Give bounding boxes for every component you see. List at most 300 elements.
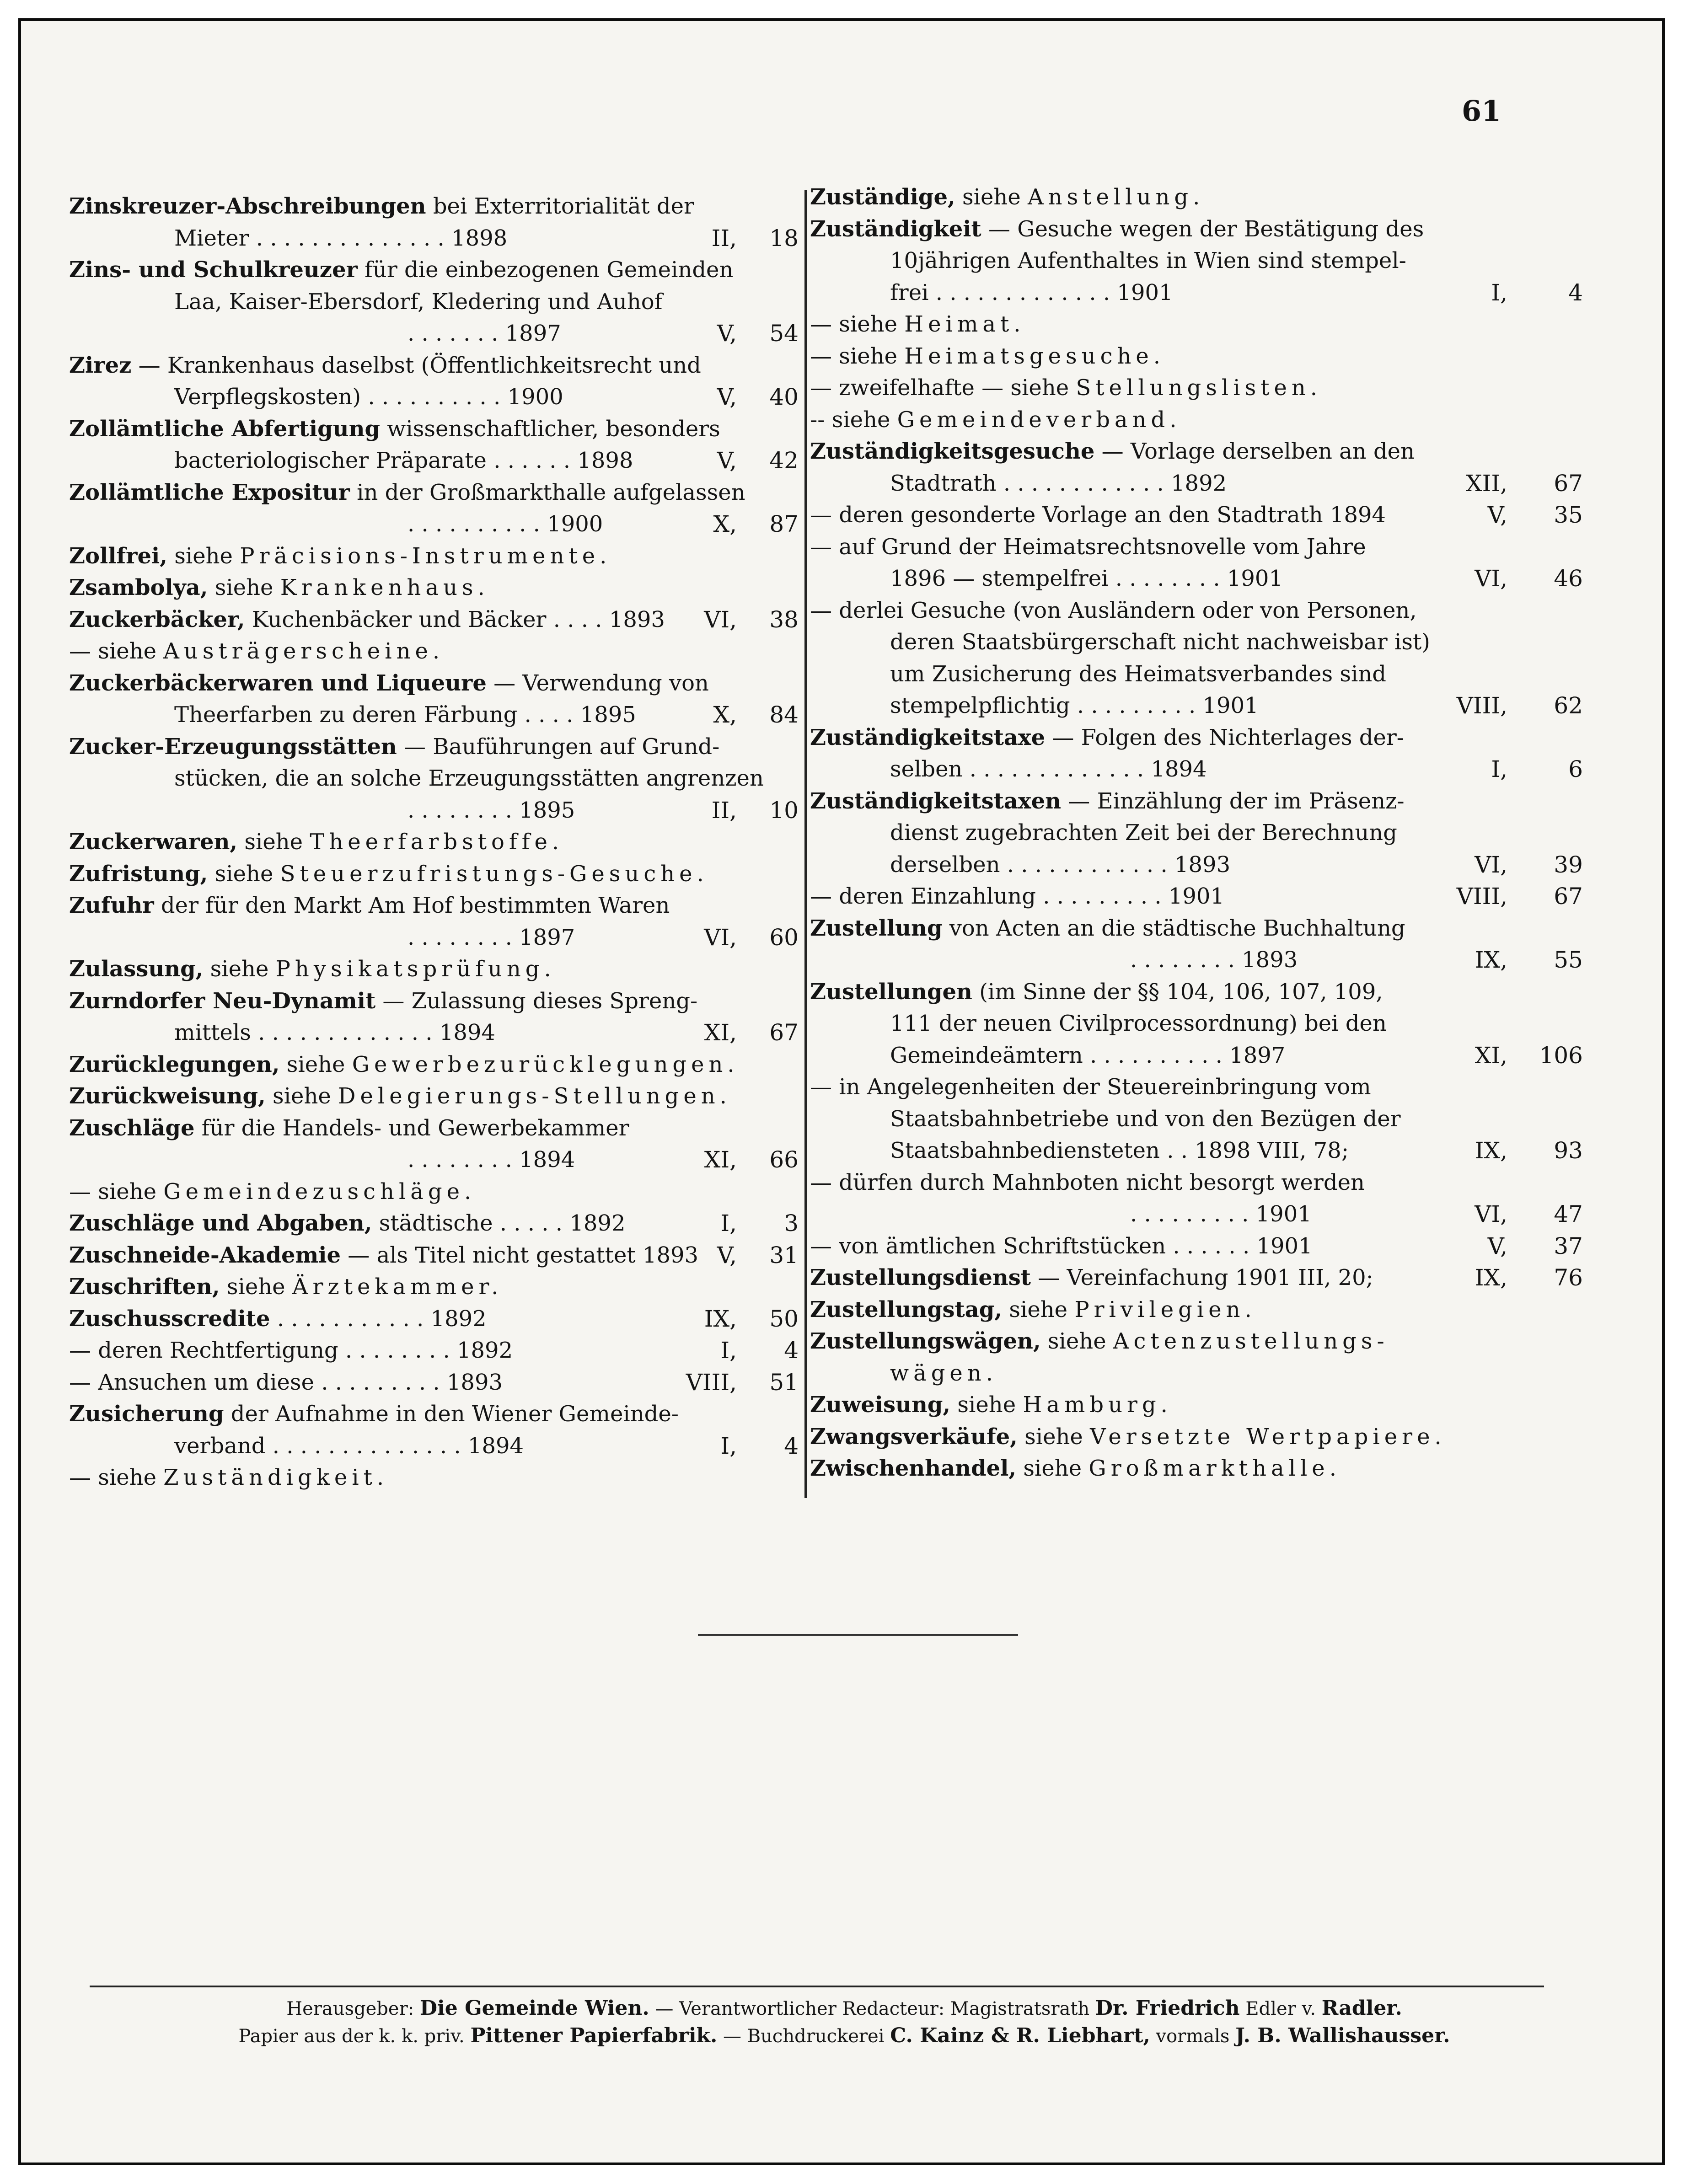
- entry-text: [890, 690, 1259, 722]
- headword: Zuckerbäcker,: [69, 606, 245, 632]
- index-entry-line: [810, 785, 1578, 817]
- entry-text: [810, 435, 1415, 467]
- entry-text: [890, 562, 1283, 594]
- entry-text: [810, 1421, 1446, 1453]
- page-reference: 67: [1554, 883, 1583, 910]
- entry-text: [408, 508, 603, 540]
- cross-reference: Heimat.: [904, 311, 1025, 337]
- volume-number: V,: [717, 384, 737, 410]
- volume-number: V,: [717, 1242, 737, 1269]
- page-reference: 87: [769, 511, 799, 537]
- page-reference: 106: [1539, 1042, 1583, 1069]
- entry-segment: . . . . . . . . 1897: [408, 924, 575, 950]
- entry-segment: siehe: [1016, 1456, 1089, 1481]
- imprint-segment: — Verantwortlicher Redacteur: Magistratsrath: [649, 1998, 1095, 2019]
- index-entry-line: [810, 976, 1578, 1008]
- entry-segment: . . . . . . . . 1895: [408, 797, 575, 823]
- index-entry-line: [69, 540, 801, 572]
- imprint-segment: J. B. Wallishausser.: [1235, 2024, 1450, 2047]
- entry-text: [174, 762, 764, 794]
- entry-text: [810, 1294, 1256, 1326]
- entry-text: [69, 190, 694, 222]
- entry-segment: — Einzählung der im Präsenz-: [1061, 788, 1405, 814]
- entry-segment: . . . . . . . 1897: [408, 321, 561, 346]
- index-entry-line: [69, 858, 801, 890]
- entry-text: [174, 222, 507, 254]
- headword: Zustellungen: [810, 979, 972, 1005]
- entry-text: [69, 889, 670, 921]
- index-entry-line: [810, 849, 1583, 881]
- entry-segment: — Vereinfachung 1901 III, 20;: [1030, 1265, 1373, 1290]
- volume-number: VIII,: [1456, 692, 1507, 719]
- page-reference: 39: [1554, 851, 1583, 878]
- entry-text: [408, 1144, 575, 1176]
- entry-segment: mittels . . . . . . . . . . . . . 1894: [174, 1020, 495, 1045]
- entry-segment: für die einbezogenen Gemeinden: [357, 257, 734, 283]
- entry-text: [810, 531, 1366, 563]
- index-entry-line: [69, 1271, 801, 1303]
- index-entry-line: [69, 190, 801, 222]
- volume-number: XI,: [704, 1019, 737, 1046]
- entry-text: [810, 213, 1424, 245]
- entry-segment: siehe: [1017, 1424, 1090, 1450]
- entry-text: [810, 1325, 1389, 1357]
- entry-segment: um Zusicherung des Heimatsverbandes sind: [890, 661, 1386, 687]
- imprint-segment: vormals: [1150, 2026, 1236, 2047]
- imprint-segment: Edler v.: [1239, 1998, 1322, 2019]
- entry-segment: Mieter . . . . . . . . . . . . . . 1898: [174, 225, 508, 251]
- index-entry-line: [810, 626, 1578, 658]
- page-reference: 66: [769, 1146, 799, 1173]
- footer-rule: [90, 1986, 1544, 1987]
- entry-text: [890, 1103, 1401, 1135]
- cross-reference: Heimatsgesuche.: [904, 343, 1165, 369]
- entry-segment: — siehe: [69, 638, 164, 664]
- entry-segment: für die Handels- und Gewerbekammer: [194, 1115, 629, 1141]
- imprint-segment: Papier aus der k. k. priv.: [238, 2026, 471, 2047]
- entry-segment: Staatsbahnbediensteten . . 1898 VIII, 78;: [890, 1138, 1349, 1163]
- index-entry-line: [69, 762, 801, 794]
- entry-segment: siehe: [208, 575, 280, 600]
- headword: Zollämtliche Expositur: [69, 479, 350, 505]
- index-entry-line: [69, 953, 801, 985]
- page-reference: 67: [769, 1019, 799, 1046]
- page-reference: 62: [1554, 692, 1583, 719]
- index-entry-line: [69, 731, 801, 763]
- headword: Zuständigkeit: [810, 216, 981, 242]
- entry-segment: — dürfen durch Mahnboten nicht besorgt werden: [810, 1169, 1365, 1195]
- headword: Zuständigkeitsgesuche: [810, 439, 1095, 464]
- entry-segment: der für den Markt Am Hof bestimmten Waren: [154, 893, 670, 918]
- index-entry-line: [810, 1230, 1583, 1262]
- headword: Zurndorfer Neu-Dynamit: [69, 988, 376, 1014]
- entry-segment: — Ansuchen um diese . . . . . . . . . 1893: [69, 1369, 503, 1395]
- entry-text: [890, 277, 1173, 309]
- index-entry-line: [810, 277, 1583, 309]
- headword: Zuschläge: [69, 1115, 195, 1141]
- entry-text: [408, 317, 561, 349]
- volume-number: VI,: [704, 924, 737, 951]
- index-entry-line: [69, 254, 801, 286]
- headword: Zuweisung,: [810, 1392, 951, 1418]
- headword: Zwischenhandel,: [810, 1456, 1017, 1481]
- entry-segment: von Acten an die städtische Buchhaltung: [942, 915, 1405, 941]
- index-entry-line: [69, 476, 801, 509]
- entry-segment: . . . . . . . . . . . 1892: [270, 1306, 487, 1332]
- volume-number: IX,: [1475, 1137, 1507, 1164]
- entry-text: [69, 1303, 487, 1335]
- entry-text: [810, 1452, 1341, 1484]
- cross-reference: Actenzustellungs-: [1113, 1328, 1389, 1354]
- entry-segment: in der Großmarkthalle aufgelassen: [349, 479, 745, 505]
- page-reference: 60: [769, 924, 799, 951]
- entry-segment: 1896 — stempelfrei . . . . . . . . 1901: [890, 566, 1283, 591]
- index-entry-line: [810, 308, 1578, 340]
- index-entry-line: [69, 1334, 801, 1366]
- headword: Zuschläge und Abgaben,: [69, 1210, 372, 1236]
- entry-text: [174, 444, 633, 476]
- entry-text: [810, 181, 1204, 213]
- cross-reference: Anstellung.: [1027, 184, 1205, 210]
- entry-segment: städtische . . . . . 1892: [372, 1210, 626, 1236]
- index-entry-line: [69, 444, 801, 476]
- entry-text: [810, 722, 1404, 754]
- index-entry-line: [810, 1103, 1578, 1135]
- entry-segment: siehe: [279, 1051, 352, 1077]
- index-entry-line: [69, 572, 801, 604]
- index-entry-line: [810, 435, 1578, 467]
- entry-segment: . . . . . . . . . 1901: [1130, 1201, 1312, 1227]
- index-entry-line: [810, 1135, 1583, 1167]
- page-reference: 46: [1554, 565, 1583, 592]
- index-entry-line: [810, 404, 1578, 436]
- imprint-segment: Dr. Friedrich: [1095, 1997, 1240, 2020]
- volume-number: VIII,: [1456, 883, 1507, 910]
- page-reference: 4: [784, 1337, 799, 1364]
- page-reference: 4: [1568, 279, 1583, 306]
- index-entry-line: [810, 817, 1578, 849]
- entry-text: [69, 1398, 679, 1430]
- entry-text: [174, 381, 563, 413]
- entry-text: [69, 953, 556, 985]
- entry-text: [890, 753, 1207, 785]
- volume-number: V,: [717, 320, 737, 347]
- entry-text: [69, 572, 489, 604]
- volume-number: V,: [1487, 1232, 1507, 1259]
- entry-segment: Kuchenbäcker und Bäcker . . . . 1893: [245, 606, 665, 632]
- index-entry-line: [810, 912, 1578, 944]
- entry-text: [890, 849, 1230, 881]
- entry-text: [890, 1135, 1349, 1167]
- page-reference: 40: [769, 384, 799, 410]
- page-reference: 47: [1554, 1201, 1583, 1227]
- entry-segment: wissenschaftlicher, besonders: [380, 416, 720, 442]
- index-entry-line: [810, 1071, 1578, 1103]
- cross-reference: Privilegien.: [1074, 1296, 1256, 1322]
- entry-text: [69, 604, 665, 636]
- index-entry-line: [69, 1017, 801, 1049]
- entry-segment: stücken, die an solche Erzeugungsstätten angrenzen: [174, 765, 764, 791]
- entry-text: [69, 1271, 503, 1303]
- page-reference: 35: [1554, 502, 1583, 528]
- entry-segment: Staatsbahnbetriebe und von den Bezügen der: [890, 1106, 1401, 1132]
- volume-number: I,: [1491, 756, 1507, 782]
- index-entry-line: [810, 1007, 1578, 1039]
- volume-number: VIII,: [686, 1369, 737, 1396]
- index-entry-line: [810, 1452, 1578, 1484]
- headword: Zins- und Schulkreuzer: [69, 257, 358, 283]
- volume-number: VI,: [704, 606, 737, 633]
- entry-segment: — als Titel nicht gestattet 1893: [341, 1242, 699, 1268]
- headword: Zirez: [69, 352, 132, 378]
- entry-text: [1130, 1198, 1312, 1230]
- entry-segment: — zweifelhafte — siehe: [810, 375, 1076, 401]
- entry-text: [69, 1239, 698, 1271]
- headword: Zufristung,: [69, 861, 208, 887]
- index-entry-line: [810, 181, 1578, 213]
- cross-reference: Zuständigkeit.: [163, 1465, 389, 1490]
- entry-segment: verband . . . . . . . . . . . . . . 1894: [174, 1433, 524, 1459]
- entry-segment: — in Angelegenheiten der Steuereinbringung vom: [810, 1074, 1371, 1100]
- page-reference: 31: [769, 1242, 799, 1269]
- headword: Zuständigkeitstaxen: [810, 788, 1062, 814]
- volume-number: II,: [711, 225, 737, 252]
- cross-reference: Austrägerscheine.: [163, 638, 445, 664]
- entry-text: [810, 404, 1181, 436]
- cross-reference: Versetzte Wertpapiere.: [1090, 1424, 1446, 1450]
- entry-segment: siehe: [1002, 1296, 1075, 1322]
- index-entry-line: [69, 1049, 801, 1081]
- headword: Zufuhr: [69, 893, 154, 918]
- entry-text: [408, 794, 575, 826]
- entry-text: [69, 1461, 388, 1493]
- index-entry-line: [69, 1144, 801, 1176]
- index-entry-line: [810, 340, 1578, 372]
- entry-text: [174, 286, 662, 318]
- index-entry-line: [810, 690, 1583, 722]
- entry-text: [810, 1071, 1371, 1103]
- entry-text: [890, 1007, 1387, 1039]
- page-reference: 4: [784, 1432, 799, 1459]
- page: [18, 18, 1665, 2165]
- imprint-publisher: [21, 1997, 1665, 2020]
- entry-segment: — deren Rechtfertigung . . . . . . . . 1892: [69, 1338, 513, 1363]
- entry-segment: . . . . . . . . . . 1900: [408, 511, 603, 537]
- entry-segment: — Zulassung dieses Spreng-: [375, 988, 698, 1014]
- index-entry-line: [69, 1430, 801, 1462]
- page-reference: 67: [1554, 470, 1583, 497]
- headword: Zuschriften,: [69, 1274, 220, 1300]
- index-entry-line: [810, 1262, 1583, 1294]
- imprint-segment: Pittener Papierfabrik.: [470, 2024, 718, 2047]
- entry-text: [810, 1230, 1313, 1262]
- page-reference: 37: [1554, 1232, 1583, 1259]
- cross-reference: Steuerzufristungs-Gesuche.: [280, 861, 708, 887]
- index-entry-line: [69, 1239, 801, 1271]
- index-entry-line: [810, 1039, 1583, 1071]
- entry-segment: Laa, Kaiser-Ebersdorf, Kledering und Auhof: [174, 289, 663, 315]
- page-reference: 84: [769, 701, 799, 728]
- page-reference: 51: [769, 1369, 799, 1396]
- entry-segment: — auf Grund der Heimatsrechtsnovelle vom Jahre: [810, 534, 1366, 560]
- entry-text: [810, 1389, 1172, 1421]
- index-entry-line: [69, 222, 801, 254]
- headword: Zustellungsdienst: [810, 1265, 1031, 1290]
- index-entry-line: [69, 1080, 801, 1112]
- index-entry-line: [810, 1294, 1578, 1326]
- index-entry-line: [69, 985, 801, 1017]
- entry-text: [69, 1334, 513, 1366]
- volume-number: II,: [711, 797, 737, 824]
- headword: Zwangsverkäufe,: [810, 1424, 1018, 1450]
- entry-segment: — siehe: [810, 343, 905, 369]
- cross-reference: Theerfarbstoffe.: [310, 829, 564, 855]
- entry-segment: der Aufnahme in den Wiener Gemeinde-: [224, 1401, 679, 1427]
- entry-segment: siehe: [208, 861, 280, 887]
- index-entry-line: [810, 1357, 1578, 1389]
- index-entry-line: [69, 1112, 801, 1144]
- imprint-segment: Die Gemeinde Wien.: [419, 1997, 649, 2020]
- headword: Zurücklegungen,: [69, 1051, 280, 1077]
- entry-text: [810, 308, 1025, 340]
- entry-segment: bacteriologischer Präparate . . . . . . 1898: [174, 448, 633, 473]
- index-entry-line: [810, 531, 1578, 563]
- entry-segment: — Folgen des Nichterlages der-: [1045, 724, 1405, 750]
- page-reference: 54: [769, 320, 799, 347]
- headword: Zuständigkeitstaxe: [810, 724, 1046, 750]
- entry-text: [810, 880, 1224, 912]
- entry-segment: — siehe: [69, 1465, 164, 1490]
- entry-text: [1130, 944, 1298, 976]
- volume-number: I,: [1491, 279, 1507, 306]
- index-entry-line: [69, 794, 801, 826]
- cross-reference: Großmarkthalle.: [1088, 1456, 1341, 1481]
- entry-segment: — deren gesonderte Vorlage an den Stadtrath 1894: [810, 502, 1386, 528]
- index-entry-line: [69, 667, 801, 699]
- entry-segment: siehe: [265, 1083, 338, 1109]
- entry-text: [174, 699, 636, 731]
- page-reference: 3: [784, 1210, 799, 1237]
- entry-segment: Stadtrath . . . . . . . . . . . . 1892: [890, 470, 1227, 496]
- entry-text: [69, 1112, 629, 1144]
- volume-number: XI,: [1475, 1042, 1507, 1069]
- entry-text: [890, 626, 1430, 658]
- volume-number: IX,: [1475, 1264, 1507, 1291]
- index-entry-line: [810, 562, 1583, 594]
- entry-text: [890, 245, 1406, 277]
- headword: Zurückweisung,: [69, 1083, 266, 1109]
- cross-reference: Stellungslisten.: [1076, 375, 1322, 401]
- volume-number: VI,: [1475, 851, 1507, 878]
- entry-segment: frei . . . . . . . . . . . . . 1901: [890, 279, 1173, 305]
- entry-segment: — Krankenhaus daselbst (Öffentlichkeitsrecht und: [131, 352, 701, 378]
- headword: Zulassung,: [69, 956, 204, 982]
- entry-segment: siehe: [1040, 1328, 1113, 1354]
- entry-segment: — Verwendung von: [486, 670, 709, 696]
- entry-segment: stempelpflichtig . . . . . . . . . 1901: [890, 693, 1259, 718]
- page-number: 61: [1462, 94, 1501, 128]
- index-entry-line: [810, 944, 1583, 976]
- index-entry-line: [69, 1366, 801, 1398]
- headword: Zollämtliche Abfertigung: [69, 416, 381, 442]
- column-divider: [804, 190, 807, 1498]
- entry-text: [174, 1430, 524, 1462]
- index-entry-line: [69, 635, 801, 667]
- entry-text: [69, 476, 745, 509]
- index-entry-line: [69, 889, 801, 921]
- entry-text: [890, 817, 1397, 849]
- entry-segment: selben . . . . . . . . . . . . . 1894: [890, 756, 1207, 782]
- entry-text: [69, 858, 708, 890]
- entry-segment: siehe: [950, 1392, 1023, 1418]
- entry-segment: Theerfarben zu deren Färbung . . . . 1895: [174, 702, 636, 728]
- page-reference: 50: [769, 1305, 799, 1332]
- cross-reference: Ärztekammer.: [292, 1274, 503, 1300]
- index-entry-line: [810, 880, 1583, 912]
- index-entry-line: [69, 921, 801, 953]
- index-entry-line: [810, 245, 1578, 277]
- cross-reference: Gewerbezurücklegungen.: [352, 1051, 739, 1077]
- volume-number: I,: [720, 1432, 737, 1459]
- entry-text: [69, 1049, 739, 1081]
- index-entry-line: [69, 413, 801, 445]
- page-reference: 18: [769, 225, 799, 252]
- index-entry-line: [810, 658, 1578, 690]
- entry-text: [810, 594, 1417, 626]
- page-reference: 76: [1554, 1264, 1583, 1291]
- entry-segment: — Bauführungen auf Grund-: [397, 733, 720, 760]
- index-entry-line: [69, 826, 801, 858]
- entry-text: [810, 1167, 1365, 1199]
- cross-reference: Hamburg.: [1023, 1392, 1172, 1418]
- entry-text: [69, 1366, 503, 1398]
- index-entry-line: [69, 1303, 801, 1335]
- index-entry-line: [810, 753, 1583, 785]
- index-entry-line: [69, 286, 801, 318]
- entry-text: [174, 1017, 495, 1049]
- entry-segment: — siehe: [810, 311, 905, 337]
- cross-reference: wägen.: [890, 1360, 998, 1386]
- index-entry-line: [810, 1325, 1578, 1357]
- headword: Zuckerwaren,: [69, 829, 238, 855]
- headword: Zollfrei,: [69, 543, 167, 569]
- index-entry-line: [69, 1398, 801, 1430]
- page-reference: 38: [769, 606, 799, 633]
- index-entry-line: [69, 317, 801, 349]
- index-entry-line: [69, 1461, 801, 1493]
- index-entry-line: [810, 372, 1578, 404]
- entry-segment: . . . . . . . . 1894: [408, 1147, 575, 1172]
- entry-text: [810, 785, 1405, 817]
- page-reference: 93: [1554, 1137, 1583, 1164]
- imprint-printer: [21, 2024, 1665, 2047]
- entry-text: [810, 499, 1386, 531]
- entry-text: [69, 667, 709, 699]
- volume-number: V,: [717, 447, 737, 474]
- volume-number: VI,: [1475, 565, 1507, 592]
- volume-number: V,: [1487, 502, 1507, 528]
- index-entry-line: [810, 467, 1583, 499]
- index-entry-line: [810, 1167, 1578, 1199]
- index-entry-line: [810, 499, 1583, 531]
- entry-text: [69, 540, 611, 572]
- page-reference: 42: [769, 447, 799, 474]
- entry-text: [810, 1262, 1373, 1294]
- entry-text: [69, 1207, 625, 1239]
- headword: Zustellung: [810, 915, 943, 941]
- entry-segment: — siehe: [69, 1178, 164, 1204]
- imprint-segment: Herausgeber:: [286, 1998, 420, 2019]
